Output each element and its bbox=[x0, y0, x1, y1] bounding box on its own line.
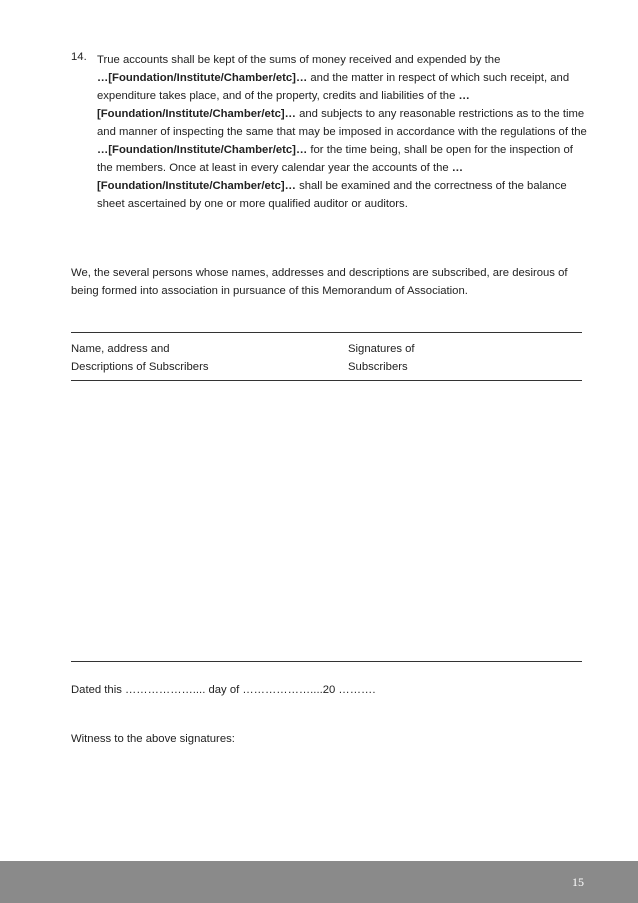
table-header-right bbox=[348, 340, 415, 376]
clause-number: 14. bbox=[71, 51, 87, 63]
subscribers-intro: We, the several persons whose names, addresses and descriptions are subscribed, are desirous of being formed into association in pursuance of this Memorandum of Association. bbox=[71, 267, 568, 297]
clause-14 bbox=[71, 51, 591, 213]
table-top-rule bbox=[71, 332, 582, 333]
page-number: 15 bbox=[572, 875, 584, 889]
clause-text bbox=[97, 51, 591, 213]
table-header-left bbox=[71, 340, 209, 376]
dated-line: Dated this ……………….... day of ………………....20 ………. bbox=[71, 684, 376, 696]
footer-bar bbox=[0, 861, 638, 903]
placeholder-entity: …[Foundation/Institute/Chamber/etc]… bbox=[97, 72, 308, 84]
table-bottom-rule bbox=[71, 661, 582, 662]
placeholder-entity: …[Foundation/Institute/Chamber/etc]… bbox=[97, 90, 470, 120]
header-left-line2: Descriptions of Subscribers bbox=[71, 361, 209, 373]
clause-text-part: and the matter in respect of which such receipt, and expenditure takes place, and of the property, credits and liabilities of the bbox=[97, 72, 570, 102]
clause-text-part: and subjects to any reasonable restrictions as to the time and manner of inspecting the same that may be imposed in accordance with the regulations of the bbox=[97, 108, 587, 138]
clause-text-part: shall be examined and the correctness of the balance sheet ascertained by one or more qualified auditor or auditors. bbox=[97, 180, 567, 210]
header-left-line1: Name, address and bbox=[71, 343, 170, 355]
header-right-line1: Signatures of bbox=[348, 343, 415, 355]
placeholder-entity: …[Foundation/Institute/Chamber/etc]… bbox=[97, 162, 464, 192]
clause-text-part: True accounts shall be kept of the sums of money received and expended by the bbox=[97, 54, 501, 66]
clause-text-part: for the time being, shall be open for the inspection of the members. Once at least in every calendar year the accounts of the bbox=[97, 144, 573, 174]
placeholder-entity: …[Foundation/Institute/Chamber/etc]… bbox=[97, 144, 308, 156]
table-header-rule bbox=[71, 380, 582, 381]
witness-line: Witness to the above signatures: bbox=[71, 733, 235, 745]
header-right-line2: Subscribers bbox=[348, 361, 408, 373]
